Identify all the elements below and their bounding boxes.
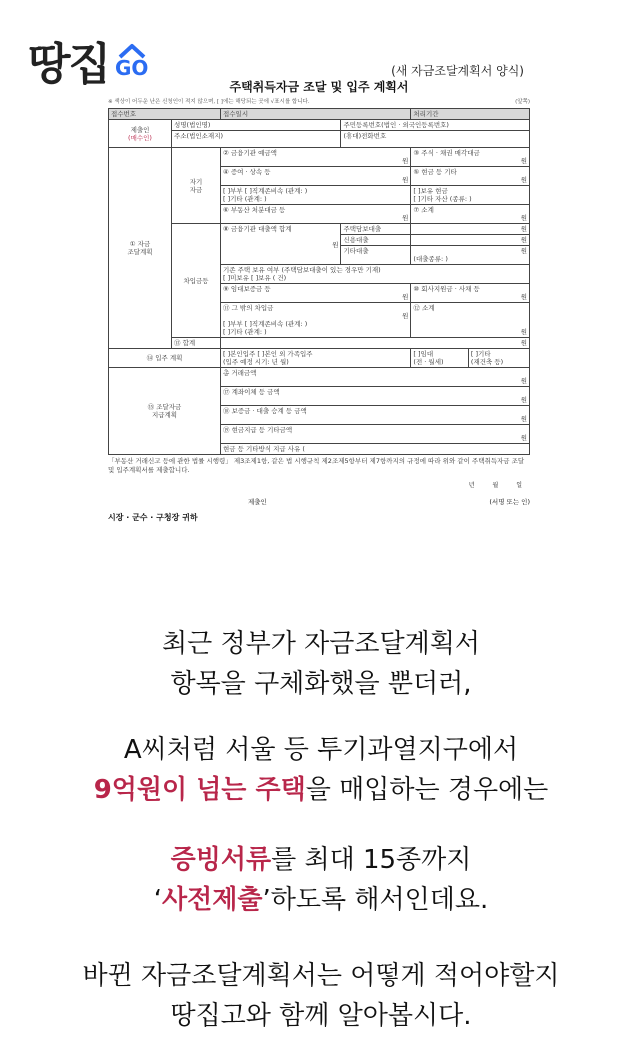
won: 원 (332, 241, 339, 249)
rrn-field: 주민등록번호(법인 · 외국인등록번호) (341, 120, 530, 131)
move-plan-3: [ ]기타 (재건축 등) (468, 349, 529, 368)
move-plan-1: [ ]본인입주 [ ]본인 외 가족입주 (입주 예정 시기: 년 월) (221, 349, 411, 368)
logo-text: 땅집 (28, 39, 110, 90)
won: 원 (520, 247, 527, 255)
item12: ⑫ 소계 (413, 304, 435, 312)
won: 원 (402, 312, 409, 320)
caption-line (0, 880, 642, 920)
name-field: 성명(법인명) (172, 120, 341, 131)
won: 원 (520, 377, 527, 385)
won: 원 (520, 236, 527, 244)
item6: ⑥ 부동산 처분대금 등 (223, 206, 286, 214)
process-period: 처리기간 (411, 109, 530, 120)
sec1-label: ① 자금 조달계획 (109, 148, 172, 349)
item11-relation: [ ]부부 [ ]직계존비속 (관계: ) [ ]기타 (관계: ) (223, 320, 308, 336)
loan3: 기타대출 (341, 246, 411, 265)
sec15-label: ⑮ 조달자금 지급계획 (109, 368, 221, 455)
caption-text: 을 매입하는 경우에는 (305, 775, 549, 805)
move-plan-2: [ ]임대 (전 · 월세) (411, 349, 469, 368)
caption-line: 바뀐 자금조달계획서는 어떻게 적어야할지 (82, 961, 560, 991)
caption-line: 땅집고와 함께 알아봅시다. (170, 1001, 472, 1031)
caption-highlight: 증빙서류 (170, 845, 272, 875)
receipt-no: 접수번호 (109, 109, 221, 120)
caption-text: ’하도록 해서인데요. (262, 885, 489, 915)
item4-relation: [ ]부부 [ ]직계존비속 (관계: ) [ ]기타 (관계: ) (221, 186, 411, 205)
pay1: 총 거래금액 (223, 369, 257, 377)
caption-line: 항목을 구체화했을 뿐더러, (170, 669, 472, 699)
receipt-date: 접수일시 (221, 109, 411, 120)
own-funds-label: 자기 자금 (172, 148, 221, 224)
item7: ⑦ 소계 (413, 206, 434, 214)
signature-label: (서명 또는 인) (489, 498, 530, 506)
form-date: 년 월 일 (468, 482, 530, 489)
loan2: 신용대출 (341, 235, 411, 246)
won: 원 (520, 434, 527, 442)
won: 원 (520, 176, 527, 184)
submitter-label: 제출인 (130, 125, 150, 134)
pay5: 현금 등 기타방식 지급 사유 ( (221, 444, 530, 455)
pay4: ⑲ 현금지급 등 기타금액 (223, 426, 293, 434)
won: 원 (402, 214, 409, 222)
item9: ⑨ 임대보증금 등 (223, 285, 271, 293)
sec14-label: ⑭ 입주 계획 (109, 349, 221, 368)
submitter-sub: (매수인) (128, 133, 152, 142)
note-left: ※ 색상이 어두운 난은 신청인이 적지 않으며, [ ]에는 해당되는 곳에 √표시를 합니다. (108, 99, 310, 105)
applicant-label: 제출인 (248, 498, 267, 506)
caption-line: 최근 정부가 자금조달계획서 (162, 629, 480, 659)
item13: ⑬ 합계 (172, 338, 221, 349)
existing-house: 기존 주택 보유 여부 (주택담보대출이 있는 경우만 기재) [ ]미보유 [ ]보유 ( 건) (221, 265, 530, 284)
item2: ② 금융기관 예금액 (223, 149, 277, 157)
logo-sub: GO (115, 56, 149, 80)
item3: ③ 주식 · 채권 매각대금 (413, 149, 480, 157)
won: 원 (520, 214, 527, 222)
caption-line (0, 840, 642, 880)
item10: ⑩ 회사지원금 · 사채 등 (413, 285, 480, 293)
won: 원 (402, 176, 409, 184)
caption-para-1 (0, 624, 642, 704)
won: 원 (520, 396, 527, 404)
caption-line: A씨처럼 서울 등 투기과열지구에서 (123, 735, 519, 765)
note-right: (앞쪽) (515, 99, 530, 105)
caption-line (0, 770, 642, 810)
won: 원 (402, 157, 409, 165)
won: 원 (520, 415, 527, 423)
item4: ④ 증여 · 상속 등 (223, 168, 271, 176)
caption-para-3 (0, 840, 642, 920)
won: 원 (520, 339, 527, 347)
addressee: 시장 · 군수 · 구청장 귀하 (108, 513, 198, 522)
item5-detail: [ ]보유 현금 [ ]기타 자산 (종류: ) (411, 186, 530, 205)
form-footer: 「부동산 거래신고 등에 관한 법률 시행령」 제3조제1항, 같은 법 시행규칙 제2조제5항부터 제7항까지의 규정에 따라 위와 같이 주택취득자금 조달 및 입주계획서를 제출합니다. (108, 457, 525, 474)
loan1: 주택담보대출 (341, 224, 411, 235)
form-note (108, 97, 530, 105)
form-table (108, 108, 530, 455)
won: 원 (520, 293, 527, 301)
form-title: 주택취득자금 조달 및 입주 계획서 (229, 80, 409, 94)
pay2: ⑰ 계좌이체 등 금액 (223, 388, 280, 396)
won: 원 (520, 225, 527, 233)
address-field: 주소(법인소재지) (172, 131, 341, 148)
won: 원 (520, 157, 527, 165)
caption-highlight: 사전제출 (162, 885, 263, 915)
new-form-tag: (새 자금조달계획서 양식) (391, 64, 524, 78)
item8: ⑧ 금융기관 대출액 합계 (223, 225, 292, 233)
won: 원 (520, 328, 527, 336)
borrowed-label: 차입금등 (172, 224, 221, 338)
item5: ⑤ 현금 등 기타 (413, 168, 457, 176)
won: 원 (402, 293, 409, 301)
caption-text: 를 최대 15종까지 (271, 845, 472, 875)
caption-text: ‘ (153, 885, 163, 915)
caption-highlight: 9억원이 넘는 주택 (93, 775, 306, 805)
caption-para-4 (0, 956, 642, 1036)
applicant-row (108, 497, 530, 506)
phone-field: (휴대)전화번호 (341, 131, 530, 148)
fund-plan-form (108, 62, 530, 523)
caption-para-2 (0, 730, 642, 810)
pay3: ⑱ 보증금 · 대출 승계 등 금액 (223, 407, 307, 415)
item11: ⑪ 그 밖의 차입금 (223, 304, 274, 312)
loan3-kind: (대출종류: ) (413, 255, 448, 263)
